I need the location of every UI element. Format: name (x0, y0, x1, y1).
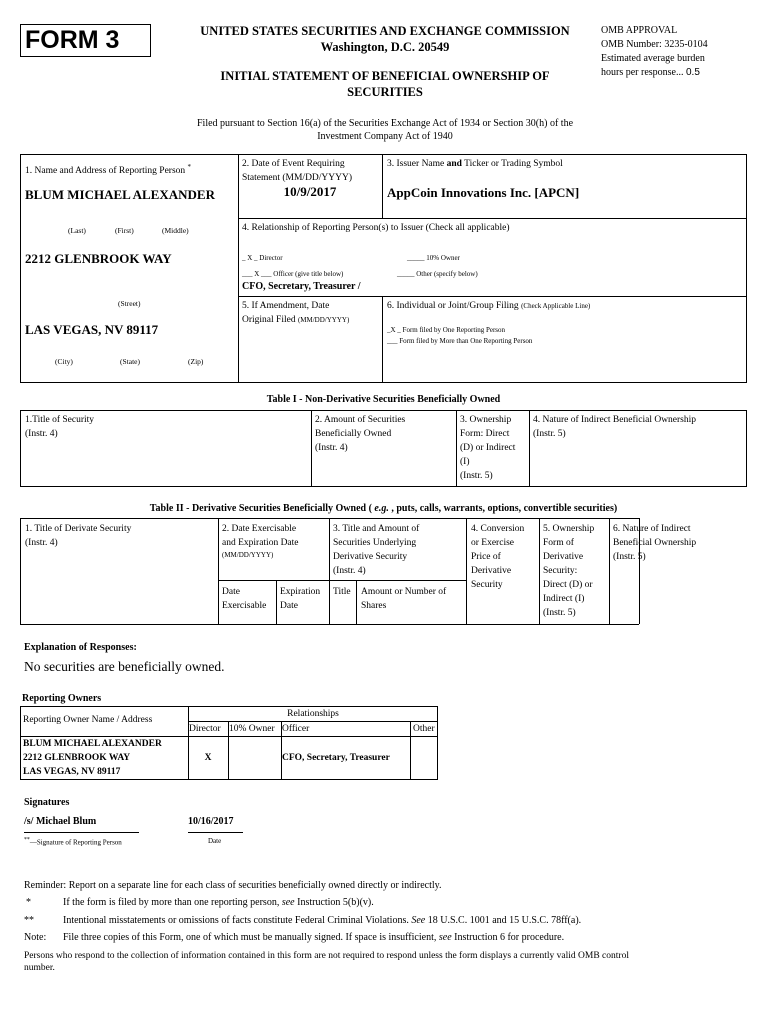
table1-col1: 1.Title of Security (Instr. 4) (25, 415, 95, 439)
table2-col3: 3. Title and Amount of Securities Underlying Derivative Security (Instr. 4) (333, 524, 420, 576)
owner-row-director: X (204, 753, 212, 763)
other-option: _____ Other (specify below) (397, 270, 478, 278)
omb-line2: OMB Number: 3235-0104 (601, 39, 708, 50)
box4-label: 4. Relationship of Reporting Person(s) to Issuer (Check all applicable) (242, 223, 510, 233)
form-title-line2: SECURITIES (347, 85, 423, 99)
box3-label: 3. Issuer Name and Ticker or Trading Symbol (387, 159, 563, 169)
ten-pct-header: 10% Owner (229, 724, 275, 734)
signer-caption: **—Signature of Reporting Person (24, 837, 122, 847)
box6-label: 6. Individual or Joint/Group Filing (Check Applicable Line) (387, 301, 591, 311)
table2-col6: 6. Nature of Indirect Beneficial Ownership (Instr. 5) (613, 524, 697, 562)
explanation-label: Explanation of Responses: (24, 642, 137, 653)
table2-col5: 5. Ownership Form of Derivative Security: Direct (D) or Indirect (I) (Instr. 5) (543, 524, 595, 618)
city-label: (City) (55, 357, 73, 366)
other-header: Other (413, 724, 435, 734)
filing-option-one: _X _ Form filed by One Reporting Person (387, 326, 506, 334)
footer-note2: Intentional misstatements or omissions of facts constitute Federal Criminal Violations. See 18 U.S.C. 1001 and 15 U.S.C. 78ff(a). (63, 915, 582, 926)
omb-line4: hours per response... (601, 67, 684, 78)
table2-sub-title: Title (333, 587, 351, 597)
explanation-text: No securities are beneficially owned. (24, 659, 225, 674)
table2-sub-amount: Amount or Number of Shares (361, 587, 447, 611)
relationships-header: Relationships (287, 709, 339, 719)
omb-line1: OMB APPROVAL (601, 25, 678, 36)
filing-option-many: ___ Form filed by More than One Reporting Person (387, 337, 533, 345)
table2-title: Table II - Derivative Securities Beneficially Owned ( e.g. , puts, calls, warrants, options, convertible securities) (149, 503, 618, 514)
officer-title: CFO, Secretary, Treasurer / (242, 281, 361, 292)
table1-title: Table I - Non-Derivative Securities Beneficially Owned (266, 394, 501, 405)
owner-name-header: Reporting Owner Name / Address (23, 715, 153, 725)
agency-name: UNITED STATES SECURITIES AND EXCHANGE COMMISSION (200, 24, 570, 38)
reporting-person-name: BLUM MICHAEL ALEXANDER (25, 187, 215, 202)
filed-pursuant (100, 117, 670, 143)
box1-label: 1. Name and Address of Reporting Person * (25, 163, 192, 177)
table2-sub-date-exercisable: Date Exercisable (222, 587, 267, 611)
footer-note3-mark: Note: (24, 932, 47, 943)
officer-option: ___ X ___ Officer (give title below) (242, 270, 344, 278)
reporting-person-city: LAS VEGAS, NV 89117 (25, 322, 159, 337)
omb-line3: Estimated average burden (601, 53, 705, 64)
issuer-name: AppCoin Innovations Inc. [APCN] (387, 185, 580, 200)
filed-line1: Filed pursuant to Section 16(a) of the Securities Exchange Act of 1934 or Section 30(h) of the (196, 118, 574, 129)
box5-label: 5. If Amendment, Date Original Filed (MM/DD/YYYY) (242, 301, 350, 325)
zip-label: (Zip) (188, 357, 204, 366)
table2-sub-expiration: Expiration Date (280, 587, 321, 611)
box2-label: 2. Date of Event Requiring Statement (MM/DD/YYYY) (242, 159, 353, 183)
street-label: (Street) (118, 299, 141, 308)
owner-row-address: BLUM MICHAEL ALEXANDER 2212 GLENBROOK WAY LAS VEGAS, NV 89117 (23, 739, 162, 777)
name-first-label: (First) (115, 226, 134, 235)
omb-hours: 0.5 (685, 67, 700, 78)
officer-header: Officer (282, 724, 310, 734)
owner-row-officer: CFO, Secretary, Treasurer (282, 753, 390, 763)
footer-note2-mark: ** (24, 915, 34, 926)
table1-col3: 3. Ownership Form: Direct (D) or Indirect (I) (Instr. 5) (460, 415, 516, 481)
reporting-person-street: 2212 GLENBROOK WAY (25, 251, 172, 266)
event-date: 10/9/2017 (283, 184, 337, 199)
form-label-box (20, 24, 151, 57)
omb-approval (601, 24, 708, 80)
form-label: FORM 3 (25, 26, 120, 54)
table2-col4: 4. Conversion or Exercise Price of Derivative Security (471, 524, 525, 590)
name-last-label: (Last) (68, 226, 86, 235)
form-title-line1: INITIAL STATEMENT OF BENEFICIAL OWNERSHIP OF (220, 69, 550, 83)
table1-col2: 2. Amount of Securities Beneficially Owned (Instr. 4) (315, 415, 406, 453)
name-middle-label: (Middle) (162, 226, 189, 235)
state-label: (State) (120, 357, 140, 366)
filed-line2: Investment Company Act of 1940 (317, 131, 453, 142)
date-caption: Date (208, 837, 222, 845)
signer-name: /s/ Michael Blum (24, 816, 97, 827)
table2-col2: 2. Date Exercisable and Expiration Date (MM/DD/YYYY) (222, 524, 299, 559)
signatures-label: Signatures (24, 797, 70, 808)
footer-note3: File three copies of this Form, one of which must be manually signed. If space is insufficient, see Instruction 6 for procedure. (63, 932, 565, 943)
box1-star: * (187, 163, 192, 171)
agency-location: Washington, D.C. 20549 (320, 40, 450, 54)
reporting-owners-label: Reporting Owners (22, 693, 102, 704)
footer-note1-mark: * (26, 897, 31, 908)
table1-col4: 4. Nature of Indirect Beneficial Ownership (Instr. 5) (533, 415, 697, 439)
signature-date: 10/16/2017 (188, 816, 234, 827)
ten-pct-option: _____ 10% Owner (407, 254, 460, 262)
footer-note1: If the form is filed by more than one reporting person, see Instruction 5(b)(v). (63, 897, 374, 908)
director-option: _ X _ Director (242, 254, 283, 262)
director-header: Director (189, 724, 221, 734)
footer-reminder: Reminder: Report on a separate line for each class of securities beneficially owned directly or indirectly. (24, 880, 442, 891)
table2-col1: 1. Title of Derivate Security (Instr. 4) (25, 524, 132, 548)
footer-persons: Persons who respond to the collection of information contained in this form are not required to respond unless the form displays a currently valid OMB control number. (24, 951, 629, 973)
